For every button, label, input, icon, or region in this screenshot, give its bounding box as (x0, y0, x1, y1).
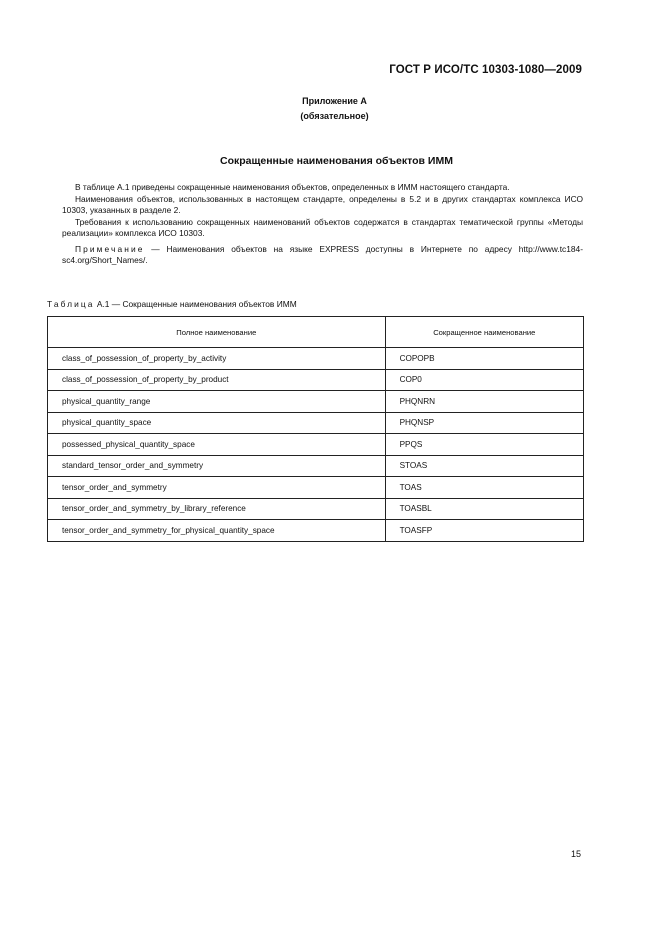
note-label: Примечание (75, 243, 145, 254)
full-name-cell: physical_quantity_range (48, 391, 386, 413)
table-caption-label: Таблица (47, 299, 95, 309)
full-name-cell: class_of_possession_of_property_by_product (48, 369, 386, 391)
header-short-name: Сокращенное наименование (385, 317, 583, 348)
table-caption (47, 299, 297, 309)
table-row (48, 455, 584, 477)
short-name-cell: PPQS (385, 434, 583, 456)
appendix-status: (обязательное) (300, 111, 369, 121)
document-code: ГОСТ Р ИСО/ТС 10303-1080—2009 (389, 64, 582, 76)
short-name-cell: COP0 (385, 369, 583, 391)
table-header-row (48, 317, 584, 348)
paragraph: Требования к использованию сокращенных наименований объектов содержатся в стандартах тематической группы «Методы реализации» комплекса ИСО 10303. (62, 216, 583, 238)
note (62, 244, 583, 267)
table-row (48, 391, 584, 413)
full-name-cell: tensor_order_and_symmetry (48, 477, 386, 499)
abbreviations-table (47, 316, 584, 542)
table-caption-text: А.1 — Сокращенные наименования объектов ИММ (94, 299, 297, 309)
full-name-cell: tensor_order_and_symmetry_by_library_reference (48, 498, 386, 520)
table-row (48, 498, 584, 520)
note-text: — Наименования объектов на языке EXPRESS доступны в Интернете по адресу http://www.tc184-sc4.org/Short_Names/. (62, 243, 583, 265)
table-row (48, 434, 584, 456)
header-full-name: Полное наименование (48, 317, 386, 348)
short-name-cell: PHQNRN (385, 391, 583, 413)
short-name-cell: TOASBL (385, 498, 583, 520)
table-row (48, 520, 584, 542)
appendix-label: Приложение А (302, 96, 367, 106)
full-name-cell: possessed_physical_quantity_space (48, 434, 386, 456)
short-name-cell: STOAS (385, 455, 583, 477)
table-row (48, 477, 584, 499)
short-name-cell: PHQNSP (385, 412, 583, 434)
paragraph: Наименования объектов, использованных в настоящем стандарте, определены в 5.2 и в других стандартах комплекса ИСО 10303, указанных в разделе 2. (62, 193, 583, 215)
section-title: Сокращенные наименования объектов ИММ (220, 155, 453, 167)
table-row (48, 369, 584, 391)
paragraph: В таблице А.1 приведены сокращенные наименования объектов, определенных в ИММ настоящего стандарта. (75, 182, 510, 192)
full-name-cell: standard_tensor_order_and_symmetry (48, 455, 386, 477)
full-name-cell: tensor_order_and_symmetry_for_physical_quantity_space (48, 520, 386, 542)
body-text (62, 182, 583, 267)
short-name-cell: TOASFP (385, 520, 583, 542)
short-name-cell: TOAS (385, 477, 583, 499)
appendix-heading (0, 94, 661, 124)
full-name-cell: class_of_possession_of_property_by_activity (48, 348, 386, 370)
page-number: 15 (571, 849, 582, 859)
table-row (48, 348, 584, 370)
short-name-cell: COPOPB (385, 348, 583, 370)
full-name-cell: physical_quantity_space (48, 412, 386, 434)
table-row (48, 412, 584, 434)
